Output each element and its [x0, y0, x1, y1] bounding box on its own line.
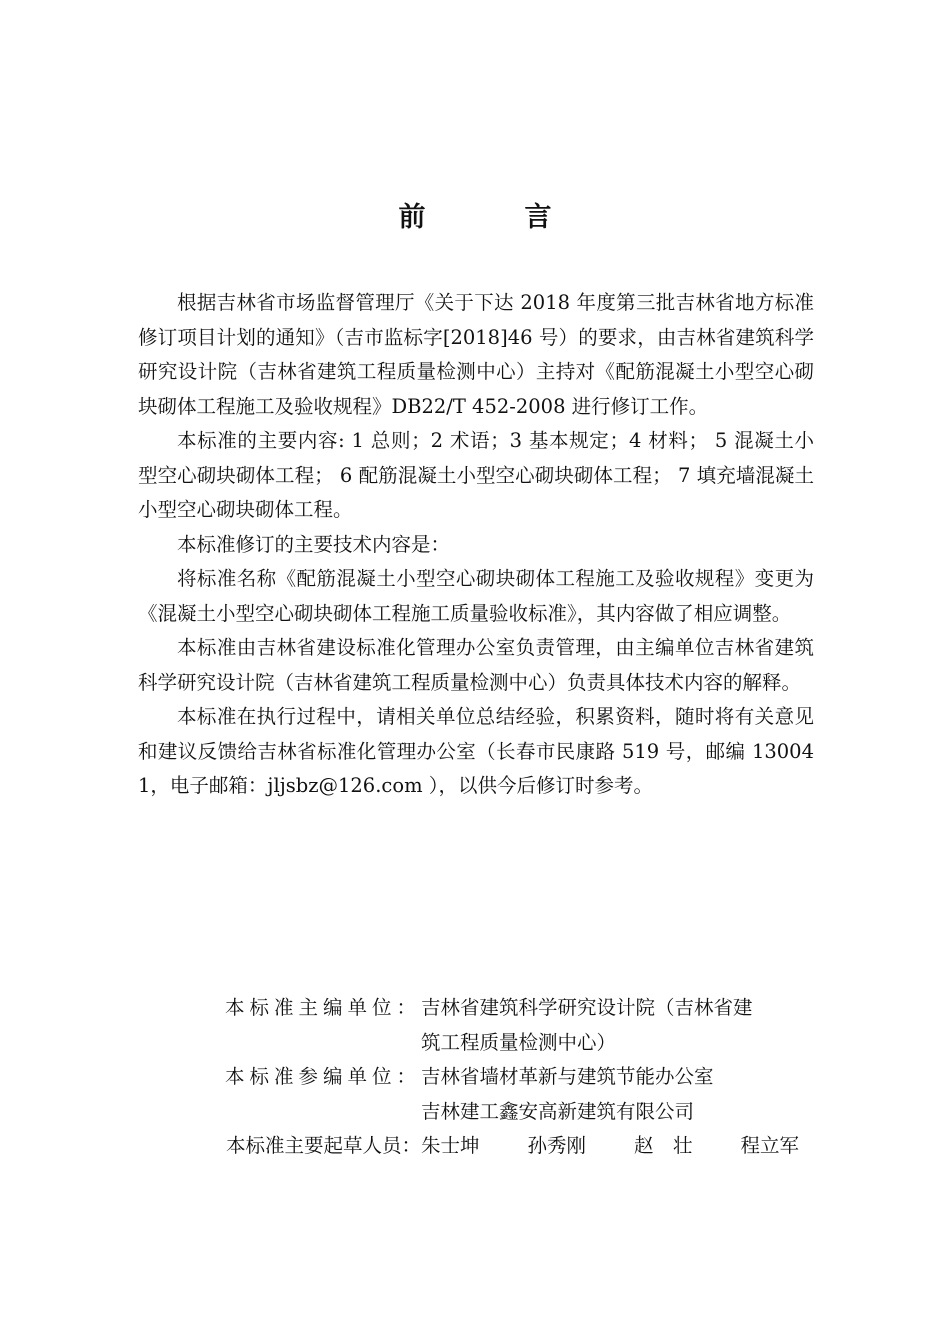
paragraph-technical-intro: 本标准修订的主要技术内容是： [177, 532, 451, 556]
paragraph-management: 本标准由吉林省建设标准化管理办公室负责管理，由主编单位吉林省建筑科学研究设计院（吉林省建筑工程质量检测中心）负责具体技术内容的解释。 [138, 636, 814, 694]
paragraph-main-contents: 本标准的主要内容: 1 总则；2 术语；3 基本规定；4 材料； 5 混凝土小型空心砌块砌体工程； 6 配筋混凝土小型空心砌块砌体工程； 7 填充墙混凝土小型空心砌块砌体工程。 [138, 429, 814, 521]
participating-units-label: 本标准参编单位： [224, 1065, 421, 1088]
drafters-label: 本标准主要起草人员： [225, 1134, 421, 1157]
participating-unit-line: 吉林建工鑫安高新建筑有限公司 [421, 1099, 695, 1123]
paragraph-name-change: 将标准名称《配筋混凝土小型空心砌块砌体工程施工及验收规程》变更为《混凝土小型空心砌块砌体工程施工质量验收标准》，其内容做了相应调整。 [138, 567, 814, 625]
chief-editor-values [421, 991, 814, 1060]
chief-editor-label: 本标准主编单位： [224, 996, 421, 1019]
chief-editor-row [138, 991, 814, 1060]
paragraph-feedback: 本标准在执行过程中，请相关单位总结经验，积累资料，随时将有关意见和建议反馈给吉林省标准化管理办公室（长春市民康路 519 号，邮编 130041，电子邮箱：jljsbz@126.com ），以供今后修订时参考。 [138, 705, 814, 797]
participating-unit-line: 吉林省墙材革新与建筑节能办公室 [421, 1065, 714, 1088]
drafter-name: 朱士坤 [421, 1134, 480, 1157]
participating-units-values [421, 1060, 814, 1129]
participating-units-row [138, 1060, 814, 1129]
drafter-name: 孙秀刚 [527, 1134, 587, 1157]
paragraph-revision-basis: 根据吉林省市场监督管理厅《关于下达 2018 年度第三批吉林省地方标准修订项目计划的通知》（吉市监标字[2018]46 号）的要求，由吉林省建筑科学研究设计院（吉林省建筑工程质量检测中心）主持对《配筋混凝土小型空心砌块砌体工程施工及验收规程》DB22/T 452-2008 进行修订工作。 [138, 291, 814, 418]
editing-units-section [138, 991, 814, 1164]
drafters-row [138, 1129, 814, 1164]
drafters-list [421, 1129, 847, 1164]
page-title: 前 言 [398, 202, 588, 233]
chief-editor-line: 吉林省建筑科学研究设计院（吉林省建 [421, 996, 753, 1019]
foreword-body [138, 286, 814, 804]
drafter-name: 赵 壮 [634, 1134, 693, 1157]
chief-editor-line: 筑工程质量检测中心） [421, 1030, 617, 1054]
drafter-name: 程立军 [740, 1134, 800, 1157]
